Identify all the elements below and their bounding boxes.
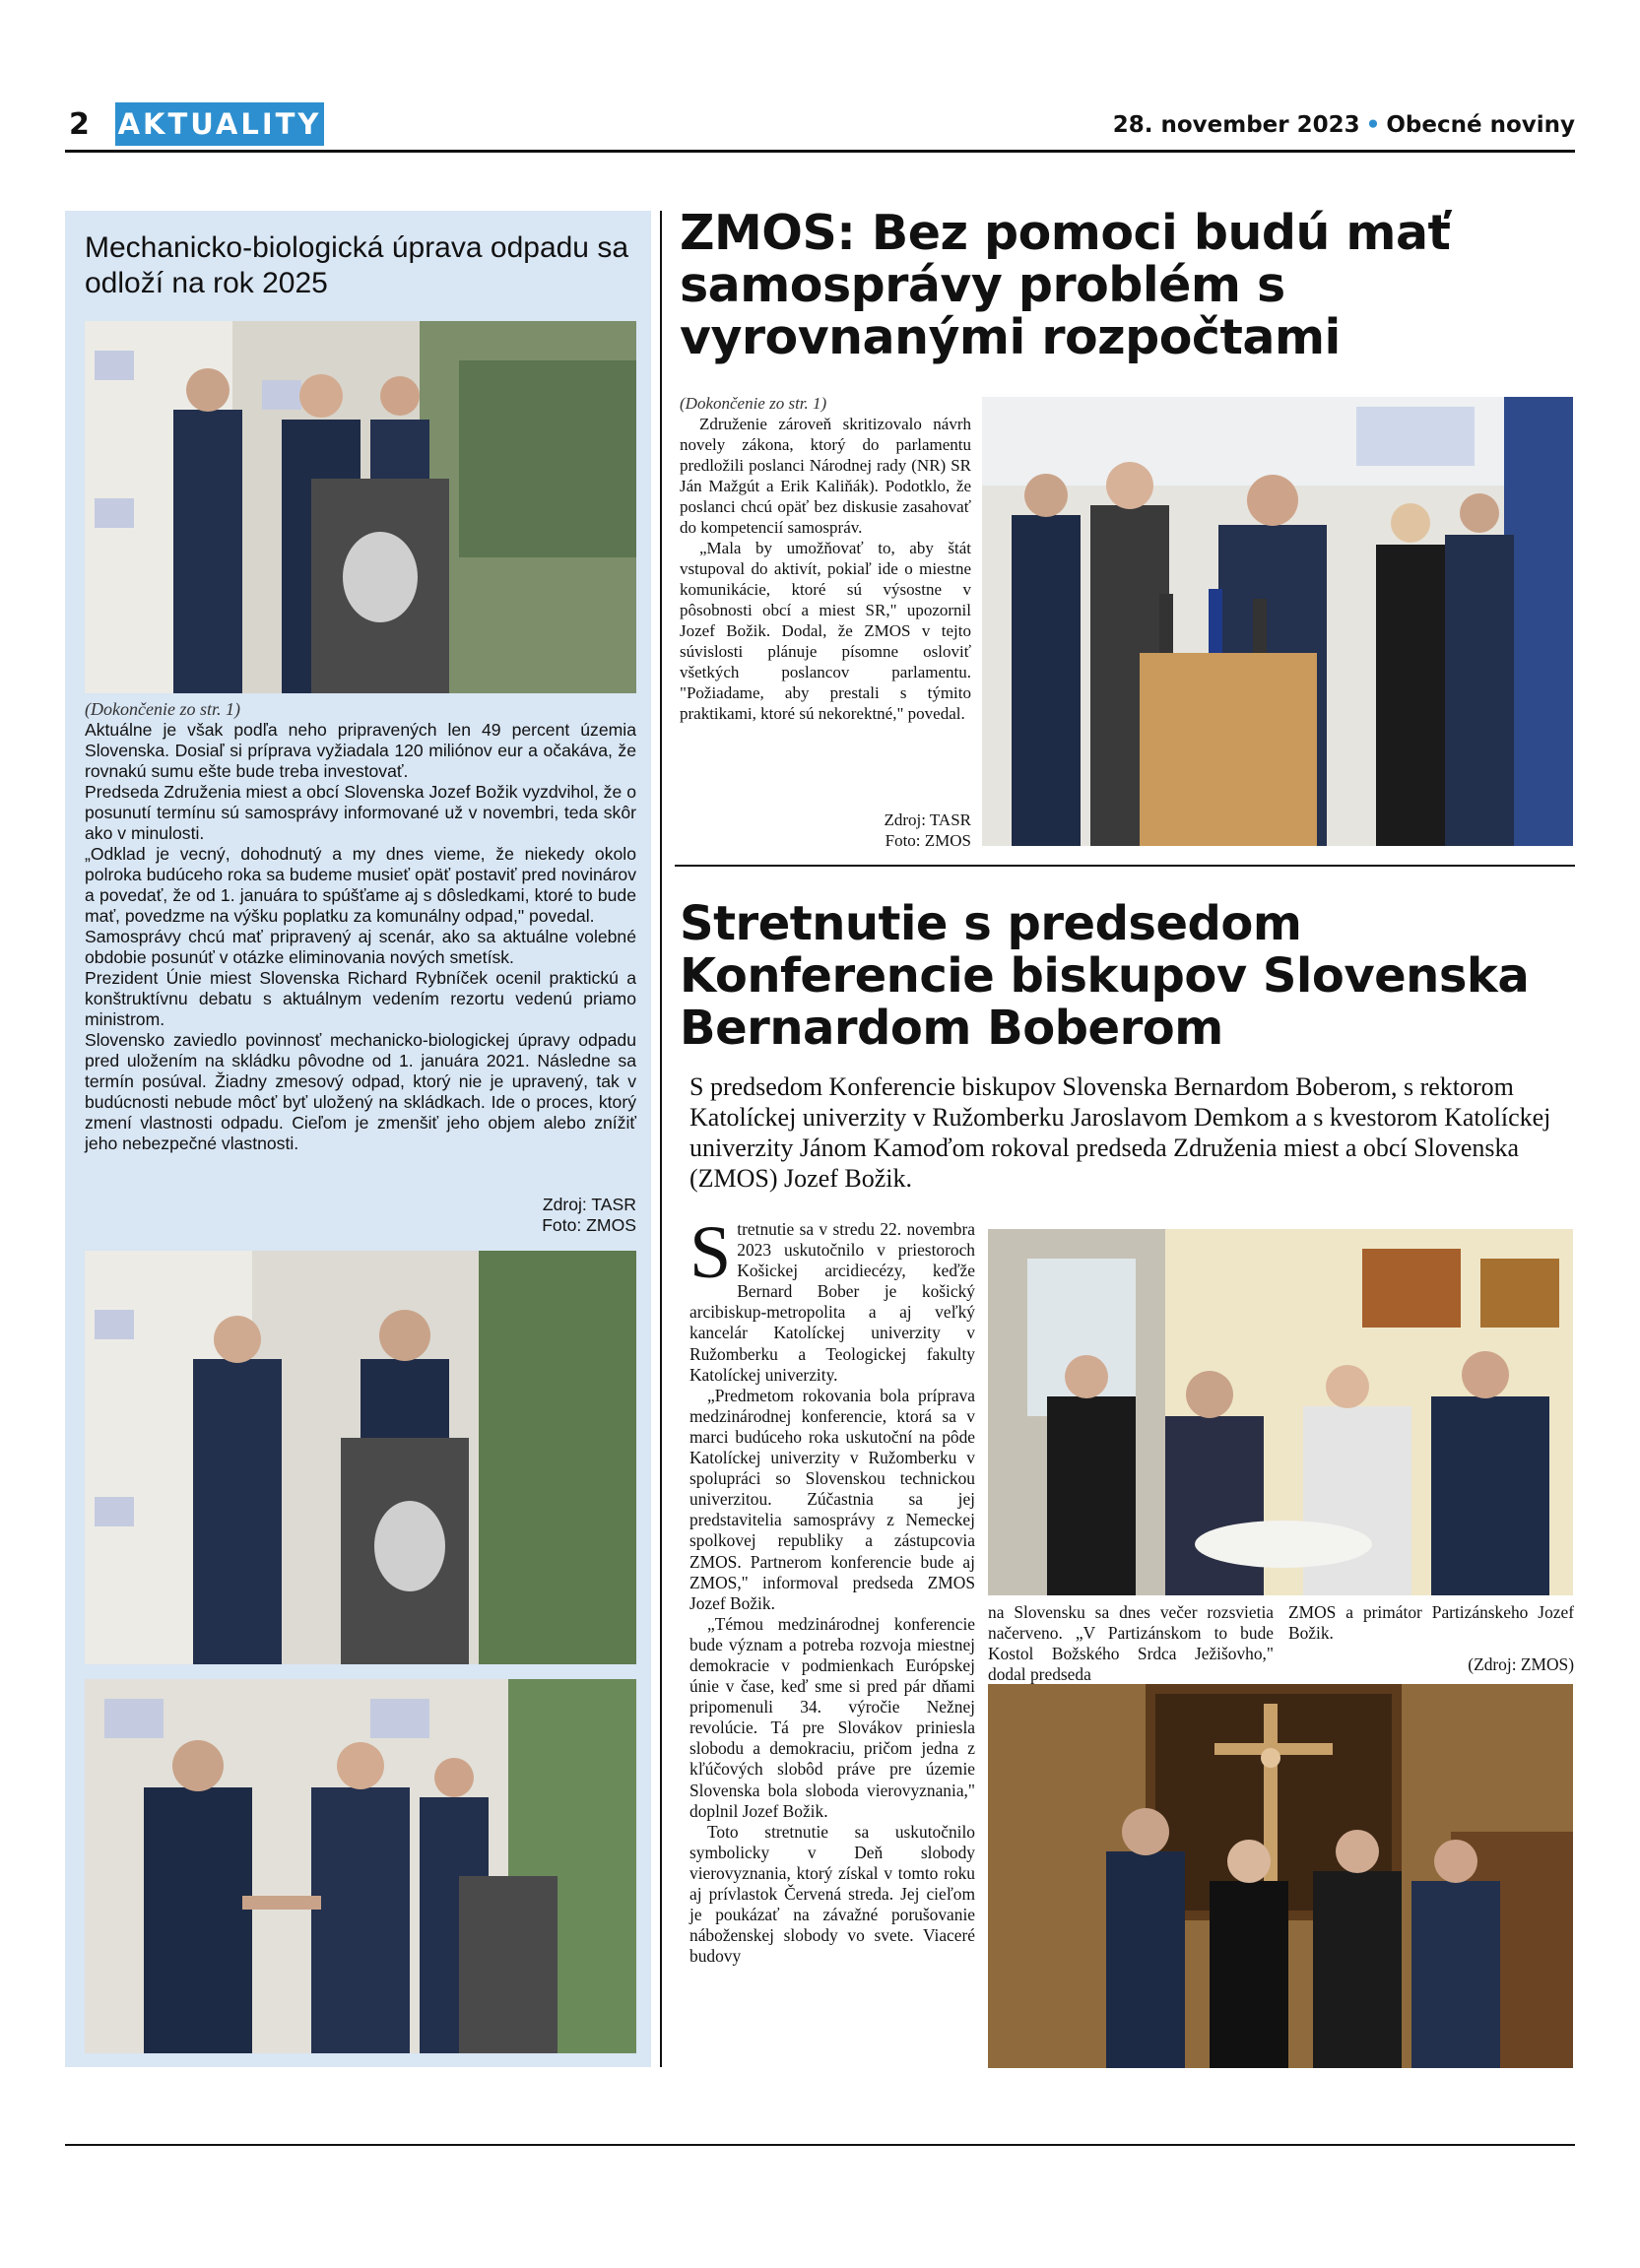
separator-dot: • <box>1365 112 1381 138</box>
photo-caption-source: (Zdroj: ZMOS) <box>1468 1654 1574 1674</box>
zmos-source-credit: Zdroj: TASR <box>884 810 971 829</box>
footer-rule <box>65 2144 1575 2146</box>
zmos-press-photo <box>982 397 1573 846</box>
paragraph: Toto stretnutie sa uskutočnilo symbolicky v Deň slobody vierovyznania, ktorý získal v tomto roku aj prívlastok Červená streda. Jej cieľom je poukázať na závažné porušovanie náboženskej slobody vo svete. Viaceré budovy <box>689 1821 975 1967</box>
paragraph: Slovensko zaviedlo povinnosť mechanicko-biologickej úpravy odpadu pred uložením na skládku pôvodne od 1. januára 2021. Následne sa termín posúval. Žiadny zmesový odpad, ktorý nie je upravený, tak v budúcnosti nebude môcť byť uložený na skládkach. Ide o proces, ktorý zmení vlastnosti odpadu. Cieľom je zmenšiť jeho objem alebo znížiť jeho nebezpečné vlastnosti. <box>85 1030 636 1153</box>
paragraph: Aktuálne je však podľa neho pripravených len 49 percent územia Slovenska. Dosiaľ si príprava vyžiadala 120 miliónov eur a očakáva, že rovnakú sumu ešte bude treba investovať. <box>85 720 636 781</box>
zmos-continuation-note: (Dokončenie zo str. 1) <box>680 394 827 413</box>
page-number: 2 <box>69 107 90 142</box>
zmos-article-body <box>680 414 971 724</box>
issue-date: 28. november 2023 <box>1112 112 1360 138</box>
drop-cap: S <box>689 1211 732 1294</box>
paragraph: „Odklad je vecný, dohodnutý a my dnes vieme, že niekedy okolo polroka budúceho roka sa budeme musieť opäť postaviť pred novinárov a povedať, že od 1. januára to spúšťame aj s dôsledkami, ktoré to bude mať, povedzme na výšku poplatku za komunálny odpad," povedal. <box>85 844 636 926</box>
paragraph: Združenie zároveň skritizovalo návrh novely zákona, ktorý do parlamentu predložili poslanci Národnej rady (NR) SR Ján Mažgút a Erik Kaliňák). Podotklo, že poslanci chcú opäť bez diskusie zasahovať do kompetencií samospráv. <box>680 415 971 537</box>
section-tag: AKTUALITY <box>115 102 324 146</box>
meeting-room-photo <box>988 1229 1573 1595</box>
masthead <box>1113 110 1575 140</box>
meeting-article-lead: S predsedom Konferencie biskupov Slovenska Bernardom Boberom, s rektorom Katolíckej univerzity v Ružomberku Jaroslavom Demkom a s kvestorom Katolíckej univerzity Jánom Kamoďom rokoval predseda Združenia miest a obcí Slovenska (ZMOS) Jozef Božik. <box>689 1072 1551 1193</box>
paragraph: „Mala by umožňovať to, aby štát vstupoval do aktivít, pokiaľ ide o miestne komunikácie, ktoré sú výsostne v pôsobnosti obcí a miest SR," upozornil Jozef Božik. Dodal, že ZMOS v tejto súvislosti plánuje písomne osloviť všetkých poslancov parlamentu. "Požiadame, aby prestali s týmito praktikami, ktoré sú nekorektné," povedal. <box>680 539 971 723</box>
photo-caption-part-1: na Slovensku sa dnes večer rozsvietia načerveno. „V Partizánskom to bude Kostol Božského Srdca Ježišovho," dodal predseda <box>988 1602 1274 1685</box>
zmos-photo-credit: Foto: ZMOS <box>885 831 971 850</box>
header-rule <box>65 150 1575 153</box>
press-conference-photo-1 <box>85 321 636 693</box>
photo-caption-part-2: ZMOS a primátor Partizánskeho Jozef Božik. <box>1288 1602 1574 1644</box>
left-continuation-note: (Dokončenie zo str. 1) <box>85 699 240 719</box>
column-divider <box>660 211 662 2067</box>
paragraph: Stretnutie sa v stredu 22. novembra 2023 uskutočnilo v priestoroch Košickej arcidiecézy, keďže Bernard Bober je košický arcibiskup-metropolita a aj veľký kancelár Katolíckej univerzity v Ružomberku a Teologickej fakulty Katolíckej univerzity. <box>689 1211 975 1385</box>
meeting-article-title: Stretnutie s predsedom Konferencie biskupov Slovenska Bernardom Boberom <box>680 896 1530 1056</box>
left-source-credit: Zdroj: TASR <box>542 1195 636 1214</box>
paragraph: „Predmetom rokovania bola príprava medzinárodnej konferencie, ktorá sa v marci budúceho roka uskutoční na pôde Katolíckej univerzity v Ružomberku v spolupráci so Slovenskou technickou univerzitou. Zúčastnia sa jej predstavitelia samosprávy z Nemeckej spolkovej republiky a zástupcovia ZMOS. Partnerom konferencie bude aj ZMOS," informoval predseda ZMOS Jozef Božik. <box>689 1385 975 1613</box>
meeting-article-body <box>689 1211 975 1967</box>
article-divider <box>675 865 1575 867</box>
group-crucifix-photo <box>988 1684 1573 2068</box>
press-conference-photo-2 <box>85 1251 636 1664</box>
paper-name: Obecné noviny <box>1386 112 1575 138</box>
left-article-body <box>85 720 636 1154</box>
left-photo-credit: Foto: ZMOS <box>542 1215 636 1235</box>
handshake-photo <box>85 1679 636 2053</box>
paragraph: Samosprávy chcú mať pripravený aj scenár, ako sa aktuálne volebné obdobie posunúť v otázke eliminovania nových smetísk. <box>85 927 636 967</box>
paragraph: „Témou medzinárodnej konferencie bude význam a potreba rozvoja miestnej demokracie v podmienkach Európskej únie v čase, keď sme si pred pár dňami pripomenuli 34. výročie Nežnej revolúcie. Tá pre Slovákov priniesla slobodu a demokraciu, pričom jedna z kľúčových slobôd práve pre územie Slovenska bola sloboda vierovyznania," doplnil Jozef Božik. <box>689 1613 975 1821</box>
zmos-article-title: ZMOS: Bez pomoci budú mať samosprávy problém s vyrovnanými rozpočtami <box>680 205 1451 365</box>
paragraph: Predseda Združenia miest a obcí Slovenska Jozef Božik vyzdvihol, že o posunutí termínu sú samosprávy informované už v novembri, teda skôr ako v minulosti. <box>85 782 636 843</box>
left-article-title: Mechanicko-biologická úprava odpadu sa odloží na rok 2025 <box>85 231 629 299</box>
paragraph: Prezident Únie miest Slovenska Richard Rybníček ocenil praktickú a konštruktívnu debatu s aktuálnym vedením rezortu vedenú priamo ministrom. <box>85 968 636 1029</box>
